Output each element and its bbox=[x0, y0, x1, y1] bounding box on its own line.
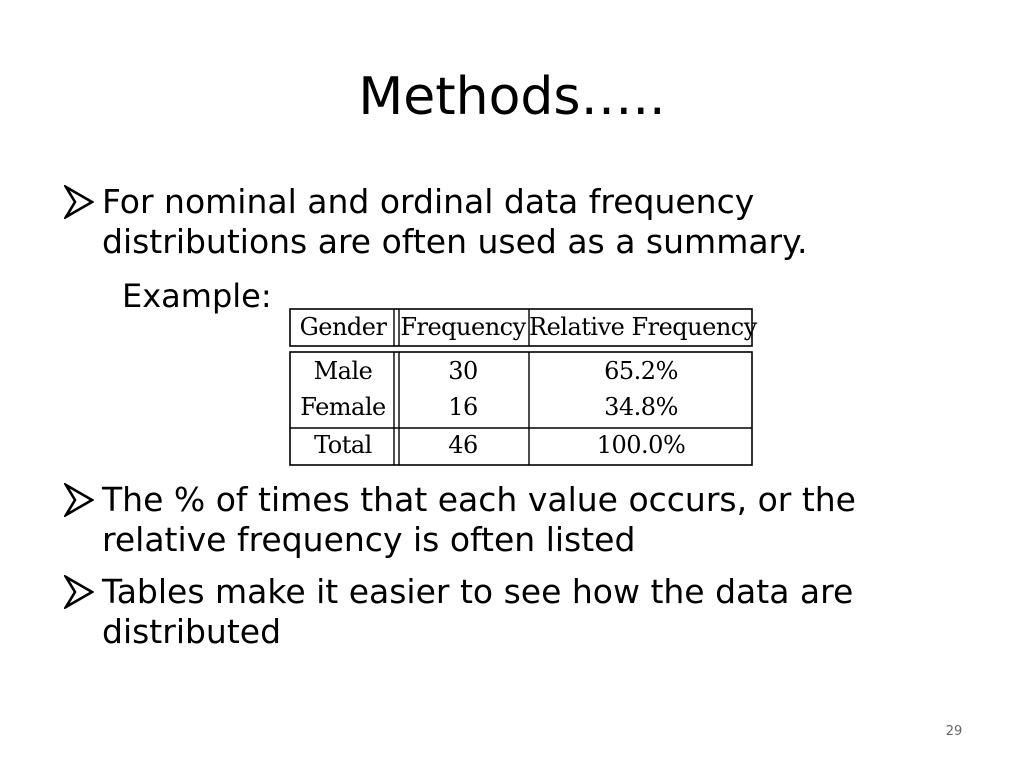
bullet-item bbox=[64, 480, 944, 560]
table-header-relative-frequency: Relative Frequency bbox=[529, 313, 757, 341]
table-header-gender: Gender bbox=[299, 313, 387, 341]
table-cell-relative-frequency: 34.8% bbox=[604, 393, 678, 421]
bullet-text: Tables make it easier to see how the data are distributed bbox=[102, 572, 854, 651]
table-total-frequency: 46 bbox=[448, 431, 478, 459]
table-cell-frequency: 16 bbox=[448, 393, 478, 421]
table-cell-frequency: 30 bbox=[448, 357, 478, 385]
table-cell-relative-frequency: 65.2% bbox=[604, 357, 678, 385]
bullet-item bbox=[64, 572, 944, 652]
example-label: Example: bbox=[122, 277, 272, 315]
arrow-bullet-icon bbox=[64, 575, 94, 609]
table-total-label: Total bbox=[314, 431, 372, 459]
bullet-item bbox=[64, 182, 944, 262]
frequency-table bbox=[289, 308, 757, 466]
table-cell-gender: Male bbox=[313, 357, 373, 385]
table-header-frequency: Frequency bbox=[400, 313, 526, 341]
table-cell-gender: Female bbox=[300, 393, 386, 421]
page-number: 29 bbox=[945, 724, 963, 739]
arrow-bullet-icon bbox=[64, 185, 94, 219]
table-total-relative-frequency: 100.0% bbox=[596, 431, 686, 459]
bullet-text: For nominal and ordinal data frequency distributions are often used as a summary. bbox=[102, 182, 808, 261]
arrow-bullet-icon bbox=[64, 483, 94, 517]
slide-title: Methods….. bbox=[358, 67, 666, 127]
bullet-text: The % of times that each value occurs, or the relative frequency is often listed bbox=[102, 480, 856, 559]
